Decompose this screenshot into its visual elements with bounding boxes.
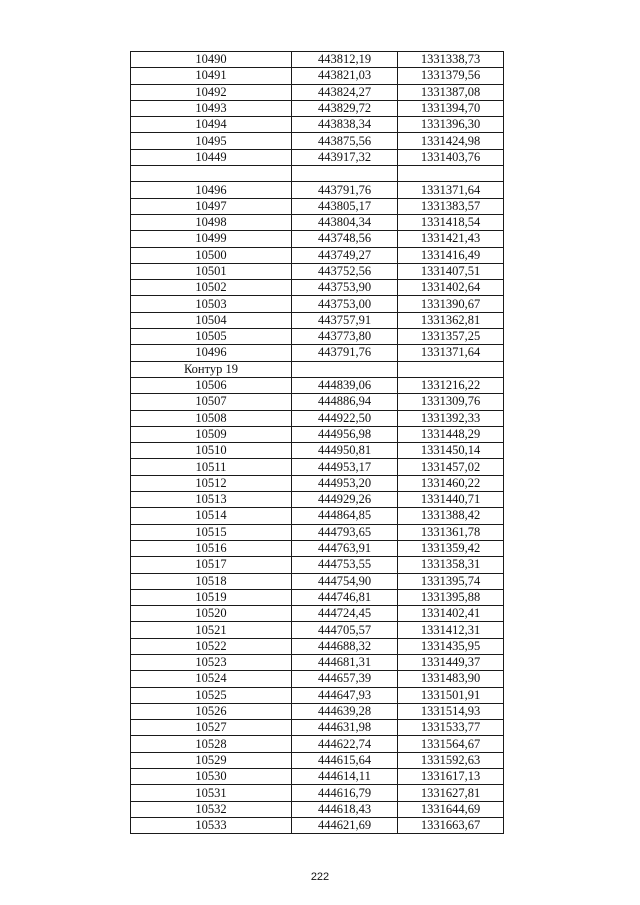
table-row bbox=[131, 198, 504, 214]
coordinates-table-body bbox=[131, 52, 504, 834]
point-number-cell: 10525 bbox=[131, 687, 292, 703]
x-coordinate-cell: 443753,90 bbox=[292, 280, 398, 296]
point-number-cell: 10517 bbox=[131, 557, 292, 573]
table-row bbox=[131, 443, 504, 459]
y-coordinate-cell: 1331564,67 bbox=[398, 736, 504, 752]
y-coordinate-cell: 1331402,64 bbox=[398, 280, 504, 296]
table-row bbox=[131, 182, 504, 198]
x-coordinate-cell: 444763,91 bbox=[292, 540, 398, 556]
y-coordinate-cell: 1331387,08 bbox=[398, 84, 504, 100]
y-coordinate-cell: 1331362,81 bbox=[398, 312, 504, 328]
point-number-cell: 10496 bbox=[131, 345, 292, 361]
point-number-cell: 10523 bbox=[131, 654, 292, 670]
table-row bbox=[131, 785, 504, 801]
x-coordinate-cell: 444647,93 bbox=[292, 687, 398, 703]
table-row bbox=[131, 166, 504, 182]
point-number-cell: 10449 bbox=[131, 149, 292, 165]
y-coordinate-cell: 1331395,88 bbox=[398, 589, 504, 605]
table-row bbox=[131, 214, 504, 230]
table-row bbox=[131, 133, 504, 149]
x-coordinate-cell bbox=[292, 166, 398, 182]
point-number-cell: 10500 bbox=[131, 247, 292, 263]
point-number-cell: 10528 bbox=[131, 736, 292, 752]
x-coordinate-cell: 443804,34 bbox=[292, 214, 398, 230]
y-coordinate-cell: 1331361,78 bbox=[398, 524, 504, 540]
x-coordinate-cell: 444688,32 bbox=[292, 638, 398, 654]
table-row bbox=[131, 345, 504, 361]
y-coordinate-cell: 1331388,42 bbox=[398, 508, 504, 524]
point-number-cell: 10524 bbox=[131, 671, 292, 687]
x-coordinate-cell: 444631,98 bbox=[292, 720, 398, 736]
y-coordinate-cell: 1331424,98 bbox=[398, 133, 504, 149]
x-coordinate-cell: 443824,27 bbox=[292, 84, 398, 100]
y-coordinate-cell: 1331435,95 bbox=[398, 638, 504, 654]
x-coordinate-cell: 444754,90 bbox=[292, 573, 398, 589]
point-number-cell: 10496 bbox=[131, 182, 292, 198]
x-coordinate-cell: 444618,43 bbox=[292, 801, 398, 817]
table-row bbox=[131, 280, 504, 296]
coordinates-table bbox=[130, 51, 504, 834]
point-number-cell: 10526 bbox=[131, 703, 292, 719]
y-coordinate-cell: 1331403,76 bbox=[398, 149, 504, 165]
point-number-cell: Контур 19 bbox=[131, 361, 292, 377]
table-row bbox=[131, 654, 504, 670]
y-coordinate-cell: 1331416,49 bbox=[398, 247, 504, 263]
point-number-cell: 10498 bbox=[131, 214, 292, 230]
table-row bbox=[131, 671, 504, 687]
x-coordinate-cell: 443748,56 bbox=[292, 231, 398, 247]
x-coordinate-cell: 444953,20 bbox=[292, 475, 398, 491]
point-number-cell: 10505 bbox=[131, 329, 292, 345]
x-coordinate-cell: 443757,91 bbox=[292, 312, 398, 328]
x-coordinate-cell: 444614,11 bbox=[292, 769, 398, 785]
table-row bbox=[131, 394, 504, 410]
table-row bbox=[131, 622, 504, 638]
x-coordinate-cell bbox=[292, 361, 398, 377]
point-number-cell: 10520 bbox=[131, 606, 292, 622]
y-coordinate-cell: 1331357,25 bbox=[398, 329, 504, 345]
table-row bbox=[131, 589, 504, 605]
table-row bbox=[131, 459, 504, 475]
y-coordinate-cell bbox=[398, 166, 504, 182]
table-row bbox=[131, 329, 504, 345]
x-coordinate-cell: 444615,64 bbox=[292, 752, 398, 768]
y-coordinate-cell: 1331392,33 bbox=[398, 410, 504, 426]
y-coordinate-cell: 1331627,81 bbox=[398, 785, 504, 801]
table-row bbox=[131, 752, 504, 768]
table-row bbox=[131, 492, 504, 508]
table-row bbox=[131, 377, 504, 393]
table-row bbox=[131, 769, 504, 785]
y-coordinate-cell: 1331440,71 bbox=[398, 492, 504, 508]
table-row bbox=[131, 149, 504, 165]
x-coordinate-cell: 444621,69 bbox=[292, 817, 398, 833]
table-row bbox=[131, 247, 504, 263]
x-coordinate-cell: 443791,76 bbox=[292, 182, 398, 198]
point-number-cell: 10504 bbox=[131, 312, 292, 328]
x-coordinate-cell: 444864,85 bbox=[292, 508, 398, 524]
x-coordinate-cell: 443753,00 bbox=[292, 296, 398, 312]
y-coordinate-cell: 1331402,41 bbox=[398, 606, 504, 622]
point-number-cell: 10502 bbox=[131, 280, 292, 296]
point-number-cell: 10491 bbox=[131, 68, 292, 84]
table-row bbox=[131, 426, 504, 442]
table-row bbox=[131, 263, 504, 279]
x-coordinate-cell: 443752,56 bbox=[292, 263, 398, 279]
x-coordinate-cell: 443805,17 bbox=[292, 198, 398, 214]
x-coordinate-cell: 443875,56 bbox=[292, 133, 398, 149]
table-row bbox=[131, 573, 504, 589]
table-row bbox=[131, 410, 504, 426]
x-coordinate-cell: 444956,98 bbox=[292, 426, 398, 442]
point-number-cell: 10532 bbox=[131, 801, 292, 817]
point-number-cell: 10510 bbox=[131, 443, 292, 459]
y-coordinate-cell: 1331448,29 bbox=[398, 426, 504, 442]
table-row bbox=[131, 296, 504, 312]
x-coordinate-cell: 444622,74 bbox=[292, 736, 398, 752]
y-coordinate-cell: 1331396,30 bbox=[398, 117, 504, 133]
y-coordinate-cell: 1331663,67 bbox=[398, 817, 504, 833]
x-coordinate-cell: 443829,72 bbox=[292, 100, 398, 116]
y-coordinate-cell: 1331358,31 bbox=[398, 557, 504, 573]
point-number-cell: 10529 bbox=[131, 752, 292, 768]
table-row bbox=[131, 100, 504, 116]
x-coordinate-cell: 443917,32 bbox=[292, 149, 398, 165]
point-number-cell bbox=[131, 166, 292, 182]
x-coordinate-cell: 443773,80 bbox=[292, 329, 398, 345]
y-coordinate-cell: 1331501,91 bbox=[398, 687, 504, 703]
point-number-cell: 10508 bbox=[131, 410, 292, 426]
table-row bbox=[131, 540, 504, 556]
x-coordinate-cell: 443821,03 bbox=[292, 68, 398, 84]
y-coordinate-cell: 1331395,74 bbox=[398, 573, 504, 589]
x-coordinate-cell: 444839,06 bbox=[292, 377, 398, 393]
point-number-cell: 10513 bbox=[131, 492, 292, 508]
table-row bbox=[131, 475, 504, 491]
point-number-cell: 10506 bbox=[131, 377, 292, 393]
point-number-cell: 10519 bbox=[131, 589, 292, 605]
point-number-cell: 10516 bbox=[131, 540, 292, 556]
table-row bbox=[131, 508, 504, 524]
point-number-cell: 10509 bbox=[131, 426, 292, 442]
point-number-cell: 10507 bbox=[131, 394, 292, 410]
table-row bbox=[131, 361, 504, 377]
table-row bbox=[131, 68, 504, 84]
y-coordinate-cell: 1331379,56 bbox=[398, 68, 504, 84]
x-coordinate-cell: 443838,34 bbox=[292, 117, 398, 133]
y-coordinate-cell: 1331617,13 bbox=[398, 769, 504, 785]
y-coordinate-cell: 1331383,57 bbox=[398, 198, 504, 214]
table-row bbox=[131, 703, 504, 719]
table-row bbox=[131, 52, 504, 68]
table-row bbox=[131, 817, 504, 833]
point-number-cell: 10527 bbox=[131, 720, 292, 736]
x-coordinate-cell: 444657,39 bbox=[292, 671, 398, 687]
point-number-cell: 10522 bbox=[131, 638, 292, 654]
point-number-cell: 10493 bbox=[131, 100, 292, 116]
x-coordinate-cell: 444753,55 bbox=[292, 557, 398, 573]
y-coordinate-cell: 1331449,37 bbox=[398, 654, 504, 670]
point-number-cell: 10503 bbox=[131, 296, 292, 312]
y-coordinate-cell: 1331359,42 bbox=[398, 540, 504, 556]
y-coordinate-cell: 1331309,76 bbox=[398, 394, 504, 410]
y-coordinate-cell: 1331450,14 bbox=[398, 443, 504, 459]
y-coordinate-cell: 1331394,70 bbox=[398, 100, 504, 116]
point-number-cell: 10497 bbox=[131, 198, 292, 214]
table-row bbox=[131, 638, 504, 654]
point-number-cell: 10515 bbox=[131, 524, 292, 540]
point-number-cell: 10512 bbox=[131, 475, 292, 491]
point-number-cell: 10511 bbox=[131, 459, 292, 475]
x-coordinate-cell: 444922,50 bbox=[292, 410, 398, 426]
y-coordinate-cell: 1331457,02 bbox=[398, 459, 504, 475]
page-number: 222 bbox=[310, 871, 330, 883]
point-number-cell: 10501 bbox=[131, 263, 292, 279]
point-number-cell: 10492 bbox=[131, 84, 292, 100]
point-number-cell: 10518 bbox=[131, 573, 292, 589]
y-coordinate-cell: 1331483,90 bbox=[398, 671, 504, 687]
y-coordinate-cell: 1331514,93 bbox=[398, 703, 504, 719]
table-row bbox=[131, 557, 504, 573]
point-number-cell: 10499 bbox=[131, 231, 292, 247]
y-coordinate-cell: 1331533,77 bbox=[398, 720, 504, 736]
x-coordinate-cell: 444724,45 bbox=[292, 606, 398, 622]
y-coordinate-cell: 1331412,31 bbox=[398, 622, 504, 638]
table-row bbox=[131, 312, 504, 328]
y-coordinate-cell: 1331390,67 bbox=[398, 296, 504, 312]
y-coordinate-cell bbox=[398, 361, 504, 377]
point-number-cell: 10530 bbox=[131, 769, 292, 785]
x-coordinate-cell: 444746,81 bbox=[292, 589, 398, 605]
y-coordinate-cell: 1331371,64 bbox=[398, 345, 504, 361]
point-number-cell: 10495 bbox=[131, 133, 292, 149]
table-row bbox=[131, 720, 504, 736]
x-coordinate-cell: 444953,17 bbox=[292, 459, 398, 475]
point-number-cell: 10531 bbox=[131, 785, 292, 801]
point-number-cell: 10494 bbox=[131, 117, 292, 133]
y-coordinate-cell: 1331371,64 bbox=[398, 182, 504, 198]
x-coordinate-cell: 444793,65 bbox=[292, 524, 398, 540]
y-coordinate-cell: 1331216,22 bbox=[398, 377, 504, 393]
x-coordinate-cell: 444950,81 bbox=[292, 443, 398, 459]
point-number-cell: 10514 bbox=[131, 508, 292, 524]
point-number-cell: 10533 bbox=[131, 817, 292, 833]
y-coordinate-cell: 1331338,73 bbox=[398, 52, 504, 68]
y-coordinate-cell: 1331460,22 bbox=[398, 475, 504, 491]
table-row bbox=[131, 606, 504, 622]
y-coordinate-cell: 1331644,69 bbox=[398, 801, 504, 817]
table-row bbox=[131, 524, 504, 540]
y-coordinate-cell: 1331592,63 bbox=[398, 752, 504, 768]
point-number-cell: 10490 bbox=[131, 52, 292, 68]
table-row bbox=[131, 801, 504, 817]
table-row bbox=[131, 84, 504, 100]
point-number-cell: 10521 bbox=[131, 622, 292, 638]
x-coordinate-cell: 443791,76 bbox=[292, 345, 398, 361]
x-coordinate-cell: 444639,28 bbox=[292, 703, 398, 719]
table-row bbox=[131, 736, 504, 752]
x-coordinate-cell: 443812,19 bbox=[292, 52, 398, 68]
x-coordinate-cell: 444929,26 bbox=[292, 492, 398, 508]
x-coordinate-cell: 444886,94 bbox=[292, 394, 398, 410]
x-coordinate-cell: 443749,27 bbox=[292, 247, 398, 263]
x-coordinate-cell: 444705,57 bbox=[292, 622, 398, 638]
y-coordinate-cell: 1331407,51 bbox=[398, 263, 504, 279]
table-row bbox=[131, 687, 504, 703]
x-coordinate-cell: 444681,31 bbox=[292, 654, 398, 670]
y-coordinate-cell: 1331418,54 bbox=[398, 214, 504, 230]
y-coordinate-cell: 1331421,43 bbox=[398, 231, 504, 247]
table-row bbox=[131, 117, 504, 133]
x-coordinate-cell: 444616,79 bbox=[292, 785, 398, 801]
table-row bbox=[131, 231, 504, 247]
